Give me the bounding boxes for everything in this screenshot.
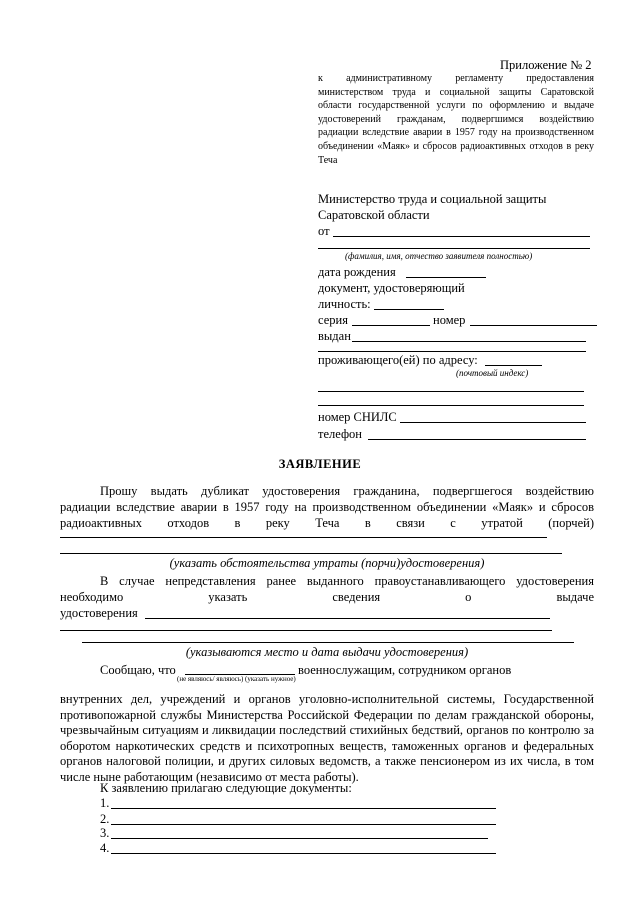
from-label: от [318, 224, 330, 238]
series-line[interactable] [352, 325, 430, 326]
address-line-2[interactable] [318, 405, 584, 406]
issued-line[interactable] [352, 341, 586, 342]
p2-line2: необходимо указать сведения о выдаче [60, 590, 594, 604]
attachment-1-line[interactable] [111, 808, 496, 809]
issue-line-1[interactable] [145, 618, 550, 619]
from-line-2[interactable] [318, 248, 590, 249]
attachment-3-number: 3. [100, 826, 110, 840]
statement-title: ЗАЯВЛЕНИЕ [278, 457, 362, 471]
series-label: серия [318, 313, 348, 327]
document-label-1: документ, удостоверяющий [318, 281, 465, 295]
number-label: номер [433, 313, 466, 327]
addressee-line2: Саратовской области [318, 208, 430, 222]
p2-line1: В случае непредставления ранее выданного правоустанавливающего удостоверения [100, 574, 594, 588]
document-label-2: личность: [318, 297, 371, 311]
loss-hint: (указать обстоятельства утраты (порчи)удостоверения) [169, 556, 485, 570]
p3-lead: Сообщаю, что [100, 663, 176, 677]
p3-tail: военнослужащим, сотрудником органов [298, 663, 512, 677]
p2-line3: удостоверения [60, 606, 138, 620]
issue-hint: (указываются место и дата выдачи удостоверения) [185, 645, 469, 659]
p1-line1: Прошу выдать дубликат удостоверения гражданина, подвергшегося воздействию [100, 484, 594, 498]
issued-label: выдан [318, 329, 351, 343]
p1-line3: радиоактивных отходов в реку Теча в связи с утратой (порчей) [60, 516, 594, 530]
loss-line-1[interactable] [60, 537, 547, 538]
phone-label: телефон [318, 427, 362, 441]
birth-date-label: дата рождения [318, 265, 396, 279]
birth-date-line[interactable] [406, 277, 486, 278]
postal-hint: (почтовый индекс) [456, 368, 529, 378]
phone-line[interactable] [368, 439, 586, 440]
document-line[interactable] [374, 309, 444, 310]
snils-line[interactable] [400, 422, 586, 423]
attachment-2-number: 2. [100, 812, 110, 826]
attachment-2-line[interactable] [111, 824, 496, 825]
issue-line-2[interactable] [60, 630, 552, 631]
p3-body: внутренних дел, учреждений и органов уголовно-исполнительной системы, Государственной противопожарной службы Министерства Российской Федерации по делам гражданской обороны, чрезвычайным ситуациям и ликвидации последствий стихийных бедствий, органов по контролю за оборотом наркотических средств и психотропных веществ, таможенных органов и федеральных органов налоговой полиции, и других силовых ведомств, а также пенсионером из их числа, в том числе ныне работающим (независимо от места работы). [60, 692, 594, 784]
appendix-text: к административному регламенту предоставления министерством труда и социальной защиты Саратовской области государственной услуги по оформлению и выдаче удостоверений гражданам, подвергшимся воздействию радиации вследствие аварии в 1957 году на производственном объединении «Маяк» и сбросов радиоактивных отходов в реку Теча [318, 73, 594, 166]
attachment-4-line[interactable] [111, 853, 496, 854]
p1-line2: радиации вследствие аварии в 1957 году на производственном объединении «Маяк» и сбросов [60, 500, 594, 514]
issue-line-3[interactable] [82, 642, 574, 643]
name-hint: (фамилия, имя, отчество заявителя полностью) [345, 251, 533, 261]
attachment-4-number: 4. [100, 841, 110, 855]
residing-label: проживающего(ей) по адресу: [318, 353, 478, 367]
number-line[interactable] [470, 325, 597, 326]
appendix-title: Приложение № 2 [500, 58, 592, 72]
attachment-1-number: 1. [100, 796, 110, 810]
address-line-1[interactable] [318, 391, 584, 392]
snils-label: номер СНИЛС [318, 410, 397, 424]
postal-code-line[interactable] [485, 365, 542, 366]
attach-label: К заявлению прилагаю следующие документы: [100, 781, 352, 795]
attachment-3-line[interactable] [111, 838, 488, 839]
addressee-line1: Министерство труда и социальной защиты [318, 192, 547, 206]
status-hint: (не являюсь/ являюсь) (указать нужное) [177, 675, 296, 683]
from-line[interactable] [333, 236, 590, 237]
loss-line-2[interactable] [60, 553, 562, 554]
